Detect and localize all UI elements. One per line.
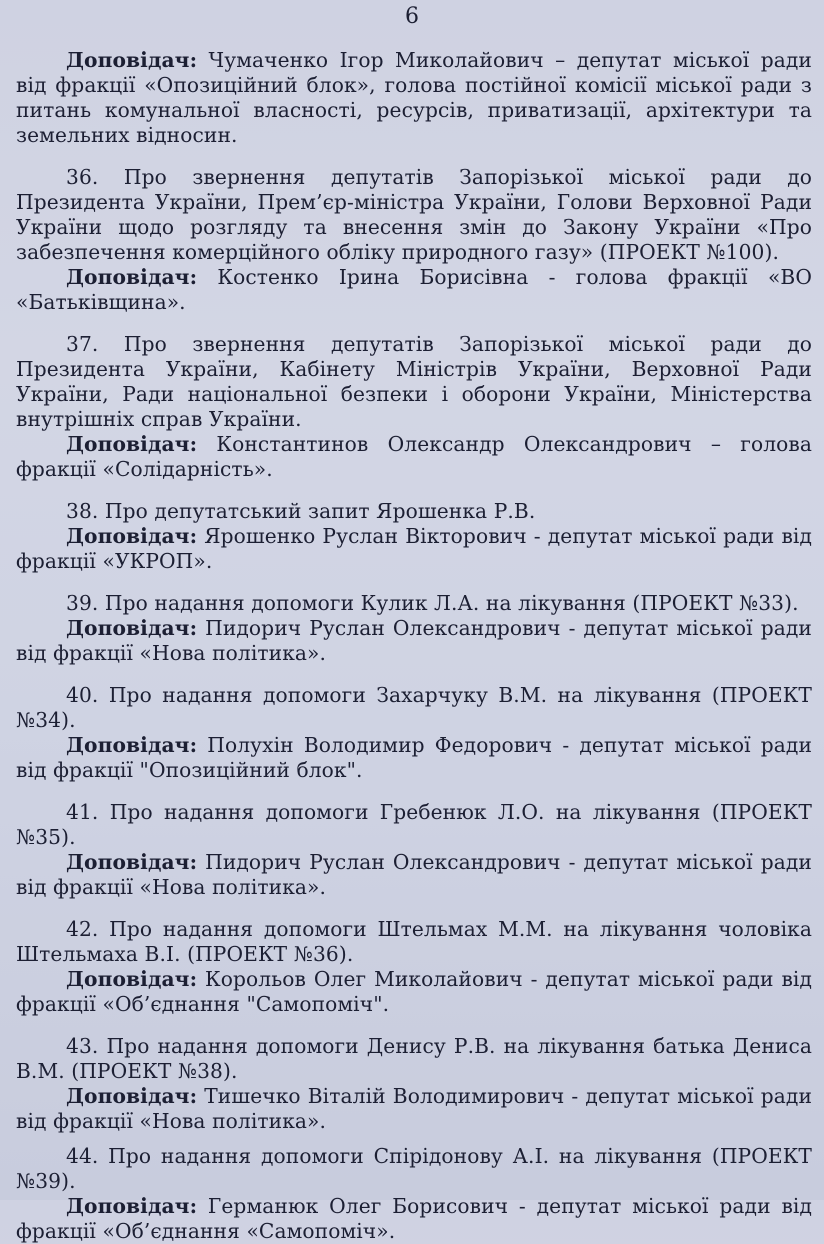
speaker-text: Тишечко Віталій Володимирович - депутат міської ради від фракції «Нова політика». [16,1084,812,1133]
agenda-item [16,1034,812,1134]
agenda-item [16,165,812,315]
speaker-label: Доповідач: [66,48,198,72]
agenda-content [16,48,812,1244]
item-title: 44. Про надання допомоги Спірідонову А.І. на лікування (ПРОЕКТ №39). [16,1144,812,1193]
speaker-paragraph [16,1194,812,1244]
agenda-item [16,917,812,1017]
speaker-text: Константинов Олександр Олександрович – голова фракції «Солідарність». [16,432,812,481]
agenda-item [16,332,812,482]
agenda-item [16,1144,812,1244]
agenda-item [16,499,812,574]
item-title: 39. Про надання допомоги Кулик Л.А. на лікування (ПРОЕКТ №33). [66,591,799,615]
speaker-paragraph [16,616,812,666]
speaker-label: Доповідач: [66,524,198,548]
item-title: 43. Про надання допомоги Денису Р.В. на лікування батька Дениса В.М. (ПРОЕКТ №38). [16,1034,812,1083]
speaker-paragraph [16,265,812,315]
speaker-paragraph [16,967,812,1017]
page-number: 6 [405,4,419,29]
speaker-label: Доповідач: [66,1194,198,1218]
speaker-text: Ярошенко Руслан Вікторович - депутат міської ради від фракції «УКРОП». [16,524,812,573]
item-title: 40. Про надання допомоги Захарчуку В.М. на лікування (ПРОЕКТ №34). [16,683,812,732]
speaker-text: Пидорич Руслан Олександрович - депутат міської ради від фракції «Нова політика». [16,850,812,899]
speaker-text: Корольов Олег Миколайович - депутат міської ради від фракції «Об’єднання "Самопоміч". [16,967,812,1016]
item-title: 41. Про надання допомоги Гребенюк Л.О. на лікування (ПРОЕКТ №35). [16,800,812,849]
speaker-label: Доповідач: [66,616,198,640]
item-title: 36. Про звернення депутатів Запорізької міської ради до Президента України, Прем’єр-міністра України, Голови Верховної Ради України щодо розгляду та внесення змін до Закону України «Про забезпечення комерційного обліку природного газу» (ПРОЕКТ №100). [16,165,812,264]
speaker-text: Германюк Олег Борисович - депутат міської ради від фракції «Об’єднання «Самопоміч». [16,1194,812,1243]
speaker-label: Доповідач: [66,1084,198,1108]
speaker-text: Костенко Ірина Борисівна - голова фракції «ВО «Батьківщина». [16,265,812,314]
speaker-label: Доповідач: [66,850,198,874]
speaker-text: Пидорич Руслан Олександрович - депутат міської ради від фракції «Нова політика». [16,616,812,665]
item-title: 42. Про надання допомоги Штельмах М.М. на лікування чоловіка Штельмаха В.І. (ПРОЕКТ №36). [16,917,812,966]
speaker-paragraph [16,48,812,148]
agenda-item [16,683,812,783]
speaker-paragraph [16,850,812,900]
speaker-text: Полухін Володимир Федорович - депутат міської ради від фракції "Опозиційний блок". [16,733,812,782]
speaker-label: Доповідач: [66,432,198,456]
speaker-paragraph [16,733,812,783]
speaker-paragraph [16,432,812,482]
item-title: 37. Про звернення депутатів Запорізької міської ради до Президента України, Кабінету Міністрів України, Верховної Ради України, Ради національної безпеки і оборони України, Міністерства внутрішніх справ України. [16,332,812,431]
speaker-label: Доповідач: [66,733,198,757]
speaker-paragraph [16,1084,812,1134]
speaker-text: Чумаченко Ігор Миколайович – депутат міської ради від фракції «Опозиційний блок», голова постійної комісії міської ради з питань комунальної власності, ресурсів, приватизації, архітектури та земельних відносин. [16,48,812,147]
agenda-item [16,800,812,900]
agenda-item [16,591,812,666]
agenda-item [16,48,812,148]
item-title: 38. Про депутатський запит Ярошенка Р.В. [66,499,536,523]
speaker-label: Доповідач: [66,265,198,289]
speaker-label: Доповідач: [66,967,198,991]
speaker-paragraph [16,524,812,574]
